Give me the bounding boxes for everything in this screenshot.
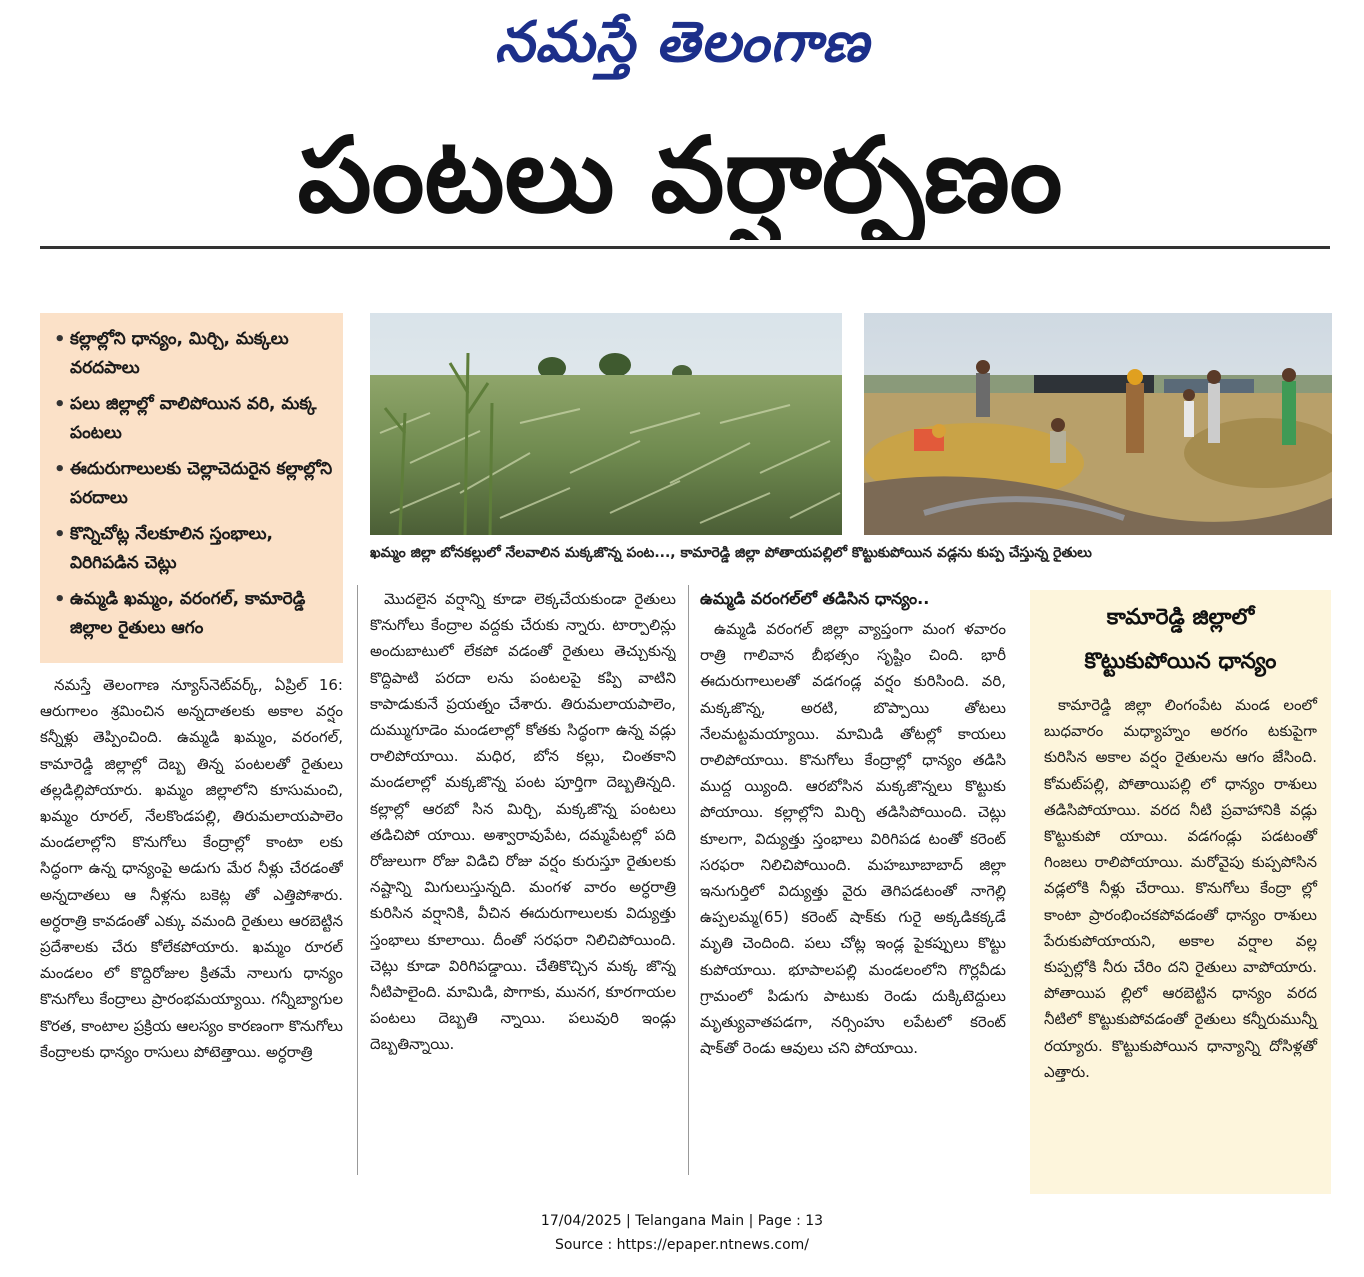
- sidebar-story: [1030, 590, 1331, 1194]
- column-divider: [688, 585, 689, 1175]
- sidebar-title-line: కామారెడ్డి జిల్లాలో: [1106, 605, 1255, 630]
- sidebar-text: కామారెడ్డి జిల్లా లింగంపేట మండ లంలో బుధవారం మధ్యాహ్నం అరగం టకుపైగా కురిసిన అకాల వర్షం రైతులను ఆగం జేసింది. కోమట్‌పల్లి, పోతాయిపల్లి లో ధాన్యం రాశులు తడిసిపోయాయి. వరద నీటి ప్రవాహానికి వడ్లు కొట్టుకుపో యాయి. వడగండ్లు పడటంతో గింజలు రాలిపోయాయి. మరోవైపు కుప్పపోసిన వడ్లలోకి నీళ్లు చేరాయి. కొనుగోలు కేంద్రా ల్లో కాంటా ప్రారంభించకపోవడంతో ధాన్యం రాశులు పేరుకుపోయాయని, అకాల వర్షాల వల్ల కుప్పల్లోకి నీరు చేరిం దని రైతులు వాపోయారు. పోతాయిప ల్లిలో ఆరబెట్టిన ధాన్యం వరద నీటిలో కొట్టుకుపోవడంతో రైతులు కన్నీరుమున్నీ రయ్యారు. కొట్టుకుపోయిన ధాన్యాన్ని దోసిళ్లతో ఎత్తారు.: [1044, 696, 1317, 1081]
- highlight-item: • ఉమ్మడి ఖమ్మం, వరంగల్, కామారెడ్డి జిల్లాల రైతులు ఆగం: [54, 585, 333, 643]
- column-text: మొదలైన వర్షాన్ని కూడా లెక్కచేయకుండా రైతులు కొనుగోలు కేంద్రాల వద్దకు చేరుకు న్నారు. టార్పాలిన్లు అందుబాటులో లేకపో వడంతో రైతులు తెచ్చుకున్న కొద్దిపాటి పరదా లను పంటలపై కప్పి వాటిని కాపాడుకునే ప్రయత్నం చేశారు. తిరుమలాయపాలెం, దుమ్ముగూడెం మండలాల్లో కోతకు సిద్ధంగా ఉన్న వడ్లు రాలిపోయాయి. మధిర, బోన కల్లు, చింతకాని మండలాల్లో మక్కజొన్న పంట పూర్తిగా దెబ్బతిన్నది. కల్లాల్లో ఆరబో సిన మిర్చి, మక్కజొన్న పంటలు తడిచిపో యాయి. అశ్వారావుపేట, దమ్మపేటల్లో పది రోజులుగా రోజు విడిచి రోజు వర్షం కురుస్తూ రైతులకు నష్టాన్ని మిగులుస్తున్నది. మంగళ వారం అర్ధరాత్రి కురిసిన వర్షానికి, వీచిన ఈదురుగాలులకు విద్యుత్తు స్తంభాలు కూలాయి. దీంతో సరఫరా నిలిచిపోయింది. చెట్లు కూడా విరిగిపడ్డాయి. చేతికొచ్చిన మక్క జొన్న నీటిపాలైంది. మామిడి, పొగాకు, మునగ, కూరగాయల పంటలు దెబ్బతి న్నాయి. పలువురి ఇండ్లు దెబ్బతిన్నాయి.: [370, 590, 676, 1054]
- highlight-item: • కొన్నిచోట్ల నేలకూలిన స్తంభాలు, విరిగిపడిన చెట్లు: [54, 520, 333, 578]
- article-column-3: [700, 586, 1006, 1176]
- sidebar-body: [1044, 692, 1317, 1085]
- photo-caption: ఖమ్మం జిల్లా బోనకల్లులో నేలవాలిన మక్కజొన్న పంట..., కామారెడ్డి జిల్లా పోతాయపల్లిలో కొట్టుకుపోయిన వడ్లను కుప్ప చేస్తున్న రైతులు: [370, 545, 1092, 561]
- subheading: ఉమ్మడి వరంగల్‌లో తడిసిన ధాన్యం..: [700, 589, 930, 608]
- article-column-2: [370, 586, 676, 1176]
- highlights-box: [40, 313, 343, 663]
- headline: పంటలు వర్షార్పణం: [297, 114, 1063, 236]
- column-text: నమస్తే తెలంగాణ న్యూస్‌నెట్‌వర్క్, ఏప్రిల్ 16: ఆరుగాలం శ్రమించిన అన్నదాతలకు అకాల వర్షం కన్నీళ్లు తెప్పించింది. ఉమ్మడి ఖమ్మం, వరంగల్, కామారెడ్డి జిల్లాల్లో దెబ్బ తిన్న పంటలతో రైతులు తల్లడిల్లిపోయారు. ఖమ్మం జిల్లాలోని కూసుమంచి, ఖమ్మం రూరల్, నేలకొండపల్లి, తిరుమలాయపాలెం మండలాల్లోని కొనుగోలు కేంద్రాల్లో కాంటా లకు సిద్ధంగా ఉన్న ధాన్యంపై అడుగు మేర నీళ్లు చేరడంతో అన్నదాతలు ఆ నీళ్లను బకెట్ల తో ఎత్తిపోశారు. అర్ధరాత్రి కావడంతో ఎక్కు వమంది రైతులు ఆరబెట్టిన ప్రదేశాలకు చేరు కోలేకపోయారు. ఖమ్మం రూరల్ మండలం లో కొద్దిరోజుల క్రితమే నాలుగు ధాన్యం కొనుగోలు కేంద్రాలు ప్రారంభమయ్యాయి. గన్నీబ్యాగుల కొరత, కాంటాల ప్రక్రియ ఆలస్యం కారణంగా కొనుగోలు కేంద్రాలకు ధాన్యం రాసులు పోటెత్తాయి. అర్ధరాత్రి: [40, 676, 343, 1061]
- highlight-item: • పలు జిల్లాల్లో వాలిపోయిన వరి, మక్క పంటలు: [54, 390, 333, 448]
- footer-source: Source : https://epaper.ntnews.com/: [554, 1237, 810, 1253]
- maize-field-photo: [370, 313, 842, 535]
- footer-date-page: 17/04/2025 | Telangana Main | Page : 13: [540, 1213, 824, 1229]
- farmers-paddy-photo: [864, 313, 1332, 535]
- newspaper-masthead: నమస్తే తెలంగాణ: [494, 9, 870, 75]
- sidebar-title: [1044, 596, 1317, 684]
- highlight-item: • ఈదురుగాలులకు చెల్లాచెదురైన కల్లాల్లోని పరదాలు: [54, 455, 333, 513]
- headline-divider: [40, 246, 1330, 249]
- article-column-1: [40, 672, 343, 1172]
- sidebar-title-line: కొట్టుకుపోయిన ధాన్యం: [1084, 649, 1277, 674]
- column-divider: [357, 585, 358, 1175]
- column-text: ఉమ్మడి వరంగల్ జిల్లా వ్యాప్తంగా మంగ ళవారం రాత్రి గాలివాన బీభత్సం సృష్టిం చింది. భారీ ఈదురుగాలులతో వడగండ్ల వర్షం కురిసింది. వరి, మక్కజొన్న, అరటి, బొప్పాయి తోటలు నేలమట్టమయ్యాయి. మామిడి తోటల్లో కాయలు రాలిపోయాయి. కొనుగోలు కేంద్రాల్లో ధాన్యం తడిసి ముద్ద య్యింది. ఆరబోసిన మక్కజొన్నలు కొట్టుకు పోయాయి. కల్లాల్లోని మిర్చి తడిసిపోయింది. చెట్లు కూలగా, విద్యుత్తు స్తంభాలు విరిగిపడ టంతో కరెంట్ సరఫరా నిలిచిపోయింది. మహబూబాబాద్ జిల్లా ఇనుగుర్తిలో విద్యుత్తు వైరు తెగిపడటంతో నాగెల్లి ఉప్పలమ్మ(65) కరెంట్ షాక్‌కు గురై అక్కడికక్కడే మృతి చెందింది. పలు చోట్ల ఇండ్ల పైకప్పులు కొట్టు కుపోయాయి. భూపాలపల్లి మండలంలోని గొర్లవీడు గ్రామంలో పిడుగు పాటుకు రెండు దుక్కిటెద్దులు మృత్యువాతపడగా, నర్సింహు లపేటలో కరెంట్ షాక్‌తో రెండు ఆవులు చని పోయాయి.: [700, 620, 1006, 1058]
- highlight-item: • కల్లాల్లోని ధాన్యం, మిర్చి, మక్కలు వరదపాలు: [54, 325, 333, 383]
